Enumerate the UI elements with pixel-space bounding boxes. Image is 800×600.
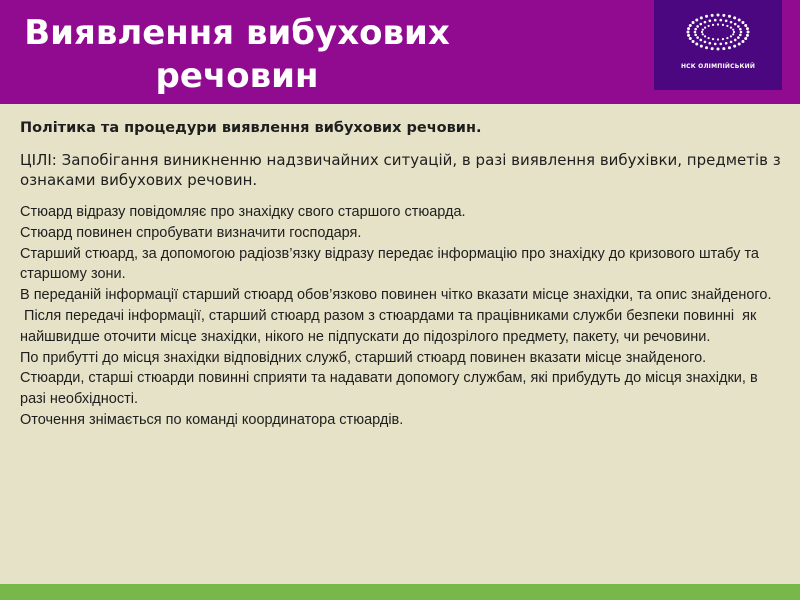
logo <box>654 0 782 90</box>
main-content <box>20 118 786 431</box>
page-title-line-2: речовин <box>155 56 319 96</box>
paragraph: В переданій інформації старший стюард обов’язково повинен чітко вказати місце знахідки, та опис знайденого. <box>20 287 772 304</box>
paragraph: Стюард повинен спробувати визначити господаря. <box>20 224 362 241</box>
page-title <box>0 12 474 98</box>
header-bar <box>0 0 800 104</box>
paragraph: Стюарди, старші стюарди повинні сприяти та надавати допомогу службам, які прибудуть до місця знахідки, в разі необхідності. <box>20 370 758 408</box>
paragraph: Старший стюард, за допомогою радіозв’язку відразу передає інформацію про знахідку до кризового штабу та старшому зони. <box>20 245 759 283</box>
paragraph: По прибутті до місця знахідки відповідних служб, старший стюард повинен вказати місце знайденого. <box>20 349 707 366</box>
stadium-logo-icon <box>654 0 782 90</box>
paragraph: Оточення знімається по команді координатора стюардів. <box>20 411 404 428</box>
page-title-line-1: Виявлення вибухових <box>24 13 450 53</box>
policy-subtitle: Політика та процедури виявлення вибухових речовин. <box>20 120 482 136</box>
goal-text: ЦІЛІ: Запобігання виникненню надзвичайних ситуацій, в разі виявлення вибухівки, предметів з ознаками вибухових речовин. <box>20 151 781 189</box>
paragraph: Після передачі інформації, старший стюард разом з стюардами та працівниками служби безпеки повинні як найшвидше оточити місце знахідки, нікого не підпускати до підозрілого предмету, пакету, чи речовини. <box>20 307 761 345</box>
logo-caption: НСК ОЛІМПІЙСЬКИЙ <box>680 63 756 70</box>
bottom-accent-bar <box>0 584 800 600</box>
paragraph: Стюард відразу повідомляє про знахідку свого старшого стюарда. <box>20 204 466 220</box>
